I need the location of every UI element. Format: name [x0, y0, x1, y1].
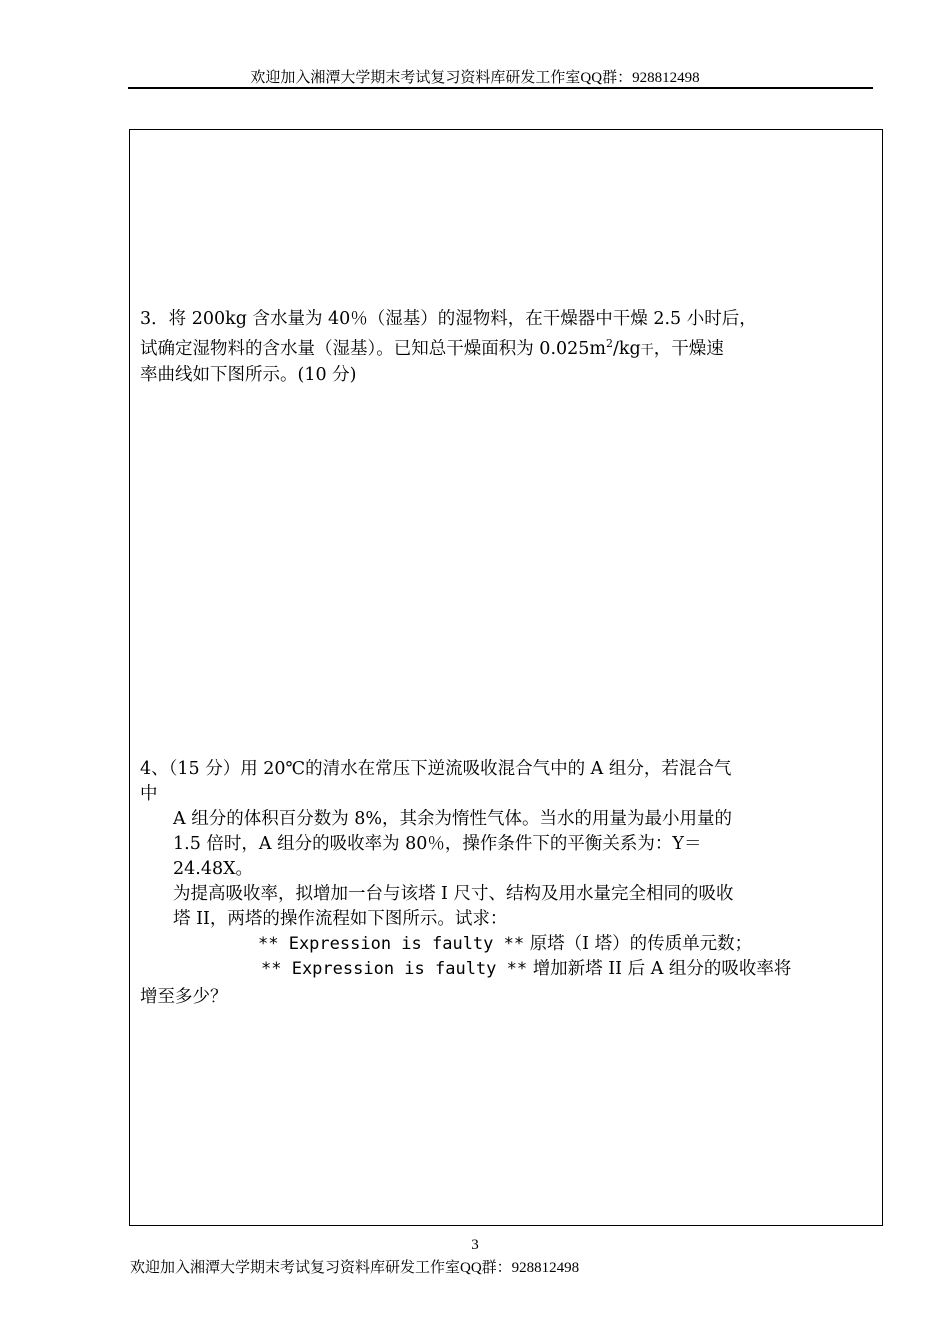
q4-expression-2 [261, 956, 791, 982]
page-footer: 欢迎加入湘潭大学期末考试复习资料库研发工作室QQ群：928812498 [130, 1260, 580, 1276]
q3-subscript: 干 [640, 343, 654, 358]
q3-line-2 [140, 336, 724, 364]
q4-subquestion-2: 增加新塔 II 后 A 组分的吸收率将 [532, 959, 792, 979]
q4-line-4: 1.5 倍时，A 组分的吸收率为 80％，操作条件下的平衡关系为：Y＝ [173, 834, 702, 854]
q4-line-5: 24.48X。 [173, 859, 254, 879]
q4-line-7: 塔 II，两塔的操作流程如下图所示。试求： [173, 909, 508, 929]
q4-line-3: A 组分的体积百分数为 8%，其余为惰性气体。当水的用量为最小用量的 [173, 809, 733, 829]
q3-unit: /kg [613, 339, 641, 359]
header-divider [128, 87, 873, 89]
page-header: 欢迎加入湘潭大学期末考试复习资料库研发工作室QQ群：928812498 [250, 70, 700, 86]
q3-line-2-text: 试确定湿物料的含水量（湿基）。已知总干燥面积为 0.025m [140, 339, 607, 359]
page-number: 3 [471, 1237, 479, 1253]
q4-line-2: 中 [140, 784, 158, 804]
q4-line-6: 为提高吸收率，拟增加一台与该塔 I 尺寸、结构及用水量完全相同的吸收 [173, 884, 734, 904]
q3-line-3: 率曲线如下图所示。(10 分) [140, 365, 357, 385]
expression-error-2: ** Expression is faulty ** [261, 959, 528, 979]
expression-error-1: ** Expression is faulty ** [258, 934, 525, 954]
answer-box-frame [129, 129, 883, 1226]
q4-expression-1 [258, 931, 752, 957]
q3-line-1: 3．将 200kg 含水量为 40％（湿基）的湿物料，在干燥器中干燥 2.5 小时后， [140, 309, 757, 329]
q3-superscript: 2 [606, 337, 614, 351]
q4-line-1: 4、（15 分）用 20℃的清水在常压下逆流吸收混合气中的 A 组分，若混合气 [140, 759, 732, 779]
q4-subquestion-1: 原塔（I 塔）的传质单元数； [529, 934, 753, 954]
q4-line-10: 增至多少？ [140, 987, 228, 1007]
q3-line-2-end: ，干燥速 [653, 339, 724, 359]
